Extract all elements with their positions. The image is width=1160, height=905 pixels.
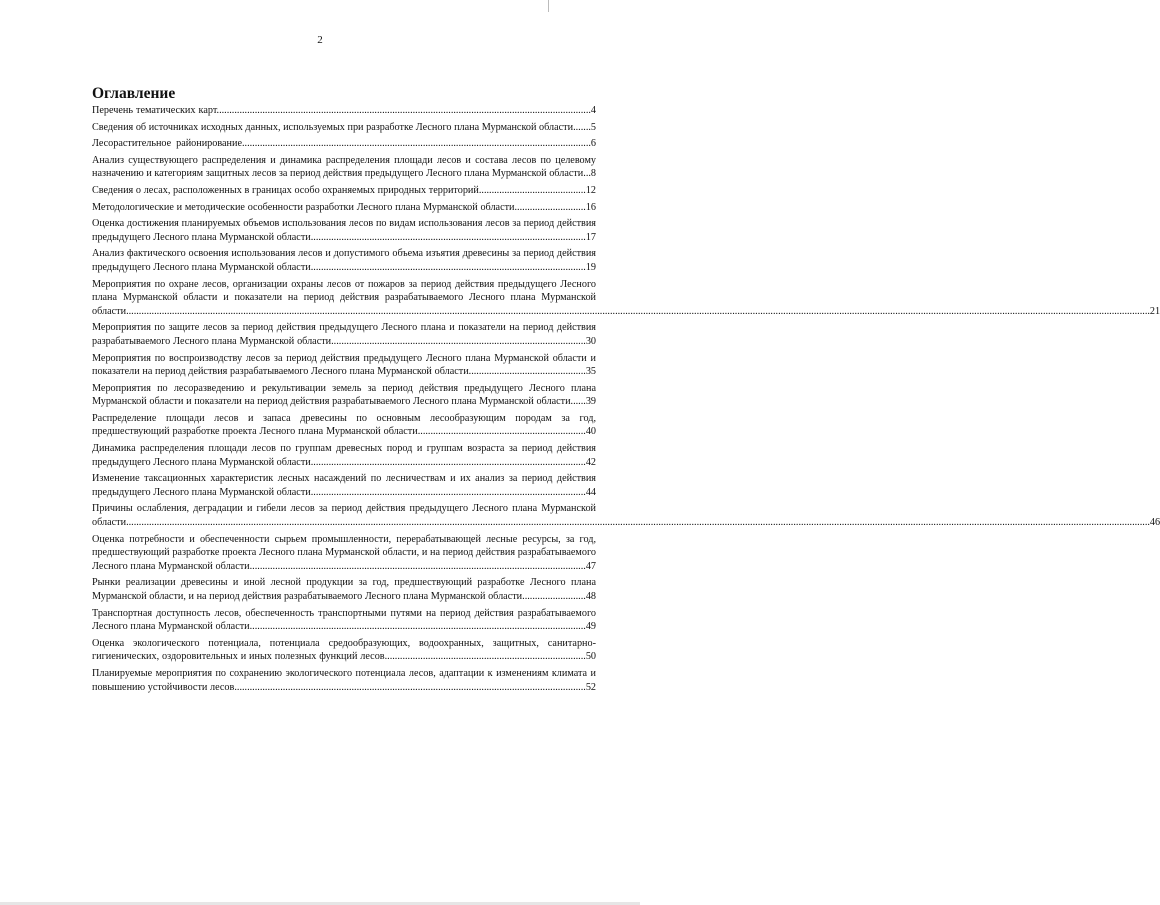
dot-leader: .................................................................................................... [331,335,586,347]
toc-entry[interactable] [92,607,596,634]
toc-entry-title: Мероприятия по охране лесов, организации охраны лесов от пожаров за период действия предыдущего Лесного плана Мурманской области и показатели на период действия разрабатываемого Лесного плана Мурманской области [92,278,596,317]
dot-leader: ................................................................................................................................................... [216,105,591,116]
toc-entry-title: Анализ существующего распределения и динамика распределения площади лесов и состава лесов по целевому назначению и категориям защитных лесов за период действия предыдущего Лесного плана Мурманской области [92,154,596,180]
dot-leader: .......................................................................................................................................... [234,681,586,693]
toc-entry-title: Мероприятия по воспроизводству лесов за период действия предыдущего Лесного плана Мурманской области и показатели на период действия разрабатываемого Лесного плана Мурманской области [92,352,596,378]
toc-entry-page: 19 [585,261,596,273]
toc-entry-page: 46 [1149,517,1160,529]
toc-entry[interactable] [92,382,596,409]
dot-leader: ............................................................................................................ [310,486,586,498]
toc-entry-page: 5 [590,121,596,133]
toc-entry-title: Мероприятия по защите лесов за период действия предыдущего Лесного плана и показатели на период действия разрабатываемого Лесного плана Мурманской области [92,322,596,347]
toc-entry-page: 44 [585,486,596,498]
toc-entry[interactable] [92,278,1160,319]
toc-entry-page: 42 [585,456,596,468]
dot-leader: ...... [570,396,586,408]
toc-entry[interactable] [92,576,596,603]
toc-entry-page: 8 [590,168,596,180]
toc-entry-title: Оценка экологического потенциала, потенциала средообразующих, водоохранных, защитных, санитарно-гигиенических, оздоровительных и иных полезных функций лесов [92,637,596,663]
toc-entry-title: Изменение таксационных характеристик лесных насаждений по лесничествам и их анализ за период действия предыдущего Лесного плана Мурманской области [92,473,596,498]
toc-entry-page: 16 [585,201,596,213]
toc-entry[interactable] [92,154,596,181]
toc-entry-title: Лесорастительное районирование [92,138,242,150]
toc-entry[interactable] [92,247,596,274]
dot-leader: .................................................................................................................................................................................................................................................................................................................................................................................................................. [126,517,1150,529]
dot-leader: .................................................................................................................................... [249,560,586,572]
toc-entry[interactable] [92,184,596,198]
toc-entry[interactable] [92,137,596,151]
toc-entry[interactable] [92,104,596,118]
toc-entry-page: 39 [585,396,596,408]
dot-leader: .............................................. [468,366,586,378]
dot-leader: ......................................................................................................................................... [241,138,591,150]
dot-leader: .................................................................................................................................... [249,621,586,633]
toc-entry-title: Мероприятия по лесоразведению и рекультивации земель за период действия предыдущего Лесного плана Мурманской области и показатели на период действия разрабатываемого Лесного плана Мурманской области [92,382,596,408]
toc-entry-page: 6 [590,138,596,150]
toc-entry[interactable] [92,352,596,379]
dot-leader: ............................................................................... [384,651,586,663]
dot-leader: .................................................................................................................................................................................................................................................................................................................................................................................................................. [126,305,1150,317]
dot-leader: .......................................... [478,184,586,196]
dot-leader: ... [583,168,591,180]
toc-entry-page: 17 [585,231,596,243]
toc-entry-title: Планируемые мероприятия по сохранению экологического потенциала лесов, адаптации к изменениям климата и повышению устойчивости лесов [92,667,596,693]
toc-entry-title: Перечень тематических карт [92,105,217,116]
toc-entry-page: 52 [585,681,596,693]
toc-entry-page: 47 [585,560,596,572]
toc-entry-page: 48 [585,591,596,602]
dot-leader: ............................................................................................................ [310,456,586,468]
toc-entry-title: Рынки реализации древесины и иной лесной продукции за год, предшествующий разработке Лесного плана Мурманской области, и на период действия разрабатываемого Лесного плана Мурманской области [92,577,596,602]
toc-entry[interactable] [92,217,596,244]
toc-entry-title: Динамика распределения площади лесов по группам древесных пород и группам возраста за период действия предыдущего Лесного плана Мурманской области [92,443,596,468]
toc-entry-title: Оценка потребности и обеспеченности сырьем промышленности, перерабатывающей лесные ресурсы, за год, предшествующий разработке проекта Лесного плана Мурманской области, и на период действия разрабатываемого Лесного плана Мурманской области [92,533,596,572]
toc-entry[interactable] [92,412,596,439]
toc-entry-page: 4 [590,105,596,116]
toc-entry[interactable] [92,121,596,135]
toc-entry-title: Распределение площади лесов и запаса древесины по основным лесообразующим породам за год, предшествующий разработке проекта Лесного плана Мурманской области [92,412,596,438]
toc-title: Оглавление [92,85,176,102]
toc-entry-title: Транспортная доступность лесов, обеспеченность транспортными путями на период действия разрабатываемого Лесного плана Мурманской области [92,607,596,633]
toc-entry-page: 21 [1149,305,1160,317]
toc-entry-page: 12 [585,184,596,196]
toc-entry[interactable] [92,321,596,348]
scan-artifact [548,0,549,12]
dot-leader: ............................................................................................................ [310,261,586,273]
toc-entry[interactable] [92,637,596,664]
toc-entry[interactable] [92,472,596,499]
toc-entry[interactable] [92,442,596,469]
dot-leader: ............................................................................................................ [310,231,586,243]
toc-entry-page: 35 [585,366,596,378]
dot-leader: ............................ [514,201,586,213]
toc-entry-title: Сведения об источниках исходных данных, используемых при разработке Лесного плана Мурманской области [92,121,574,133]
toc-entry-page: 49 [585,621,596,633]
toc-entry-title: Сведения о лесах, расположенных в границах особо охраняемых природных территорий [92,184,479,196]
toc-entry[interactable] [92,667,596,694]
page-number: 2 [317,34,323,46]
dot-leader: .................................................................. [417,426,586,438]
toc-entry-page: 30 [585,335,596,347]
toc-entry[interactable] [92,502,1160,529]
dot-leader: ....... [573,121,591,133]
toc-entry-title: Причины ослабления, деградации и гибели лесов за период действия предыдущего Лесного плана Мурманской области [92,503,596,529]
toc-entry-title: Методологические и методические особенности разработки Лесного плана Мурманской области [92,201,515,213]
toc-entry[interactable] [92,201,596,215]
toc-entry-page: 40 [585,426,596,438]
toc-entry[interactable] [92,533,596,574]
dot-leader: ......................... [522,591,586,602]
table-of-contents [92,104,1160,697]
toc-entry-title: Оценка достижения планируемых объемов использования лесов по видам использования лесов за период действия предыдущего Лесного плана Мурманской области [92,218,596,243]
toc-entry-title: Анализ фактического освоения использования лесов и допустимого объема изъятия древесины за период действия предыдущего Лесного плана Мурманской области [92,248,596,273]
toc-entry-page: 50 [585,651,596,663]
